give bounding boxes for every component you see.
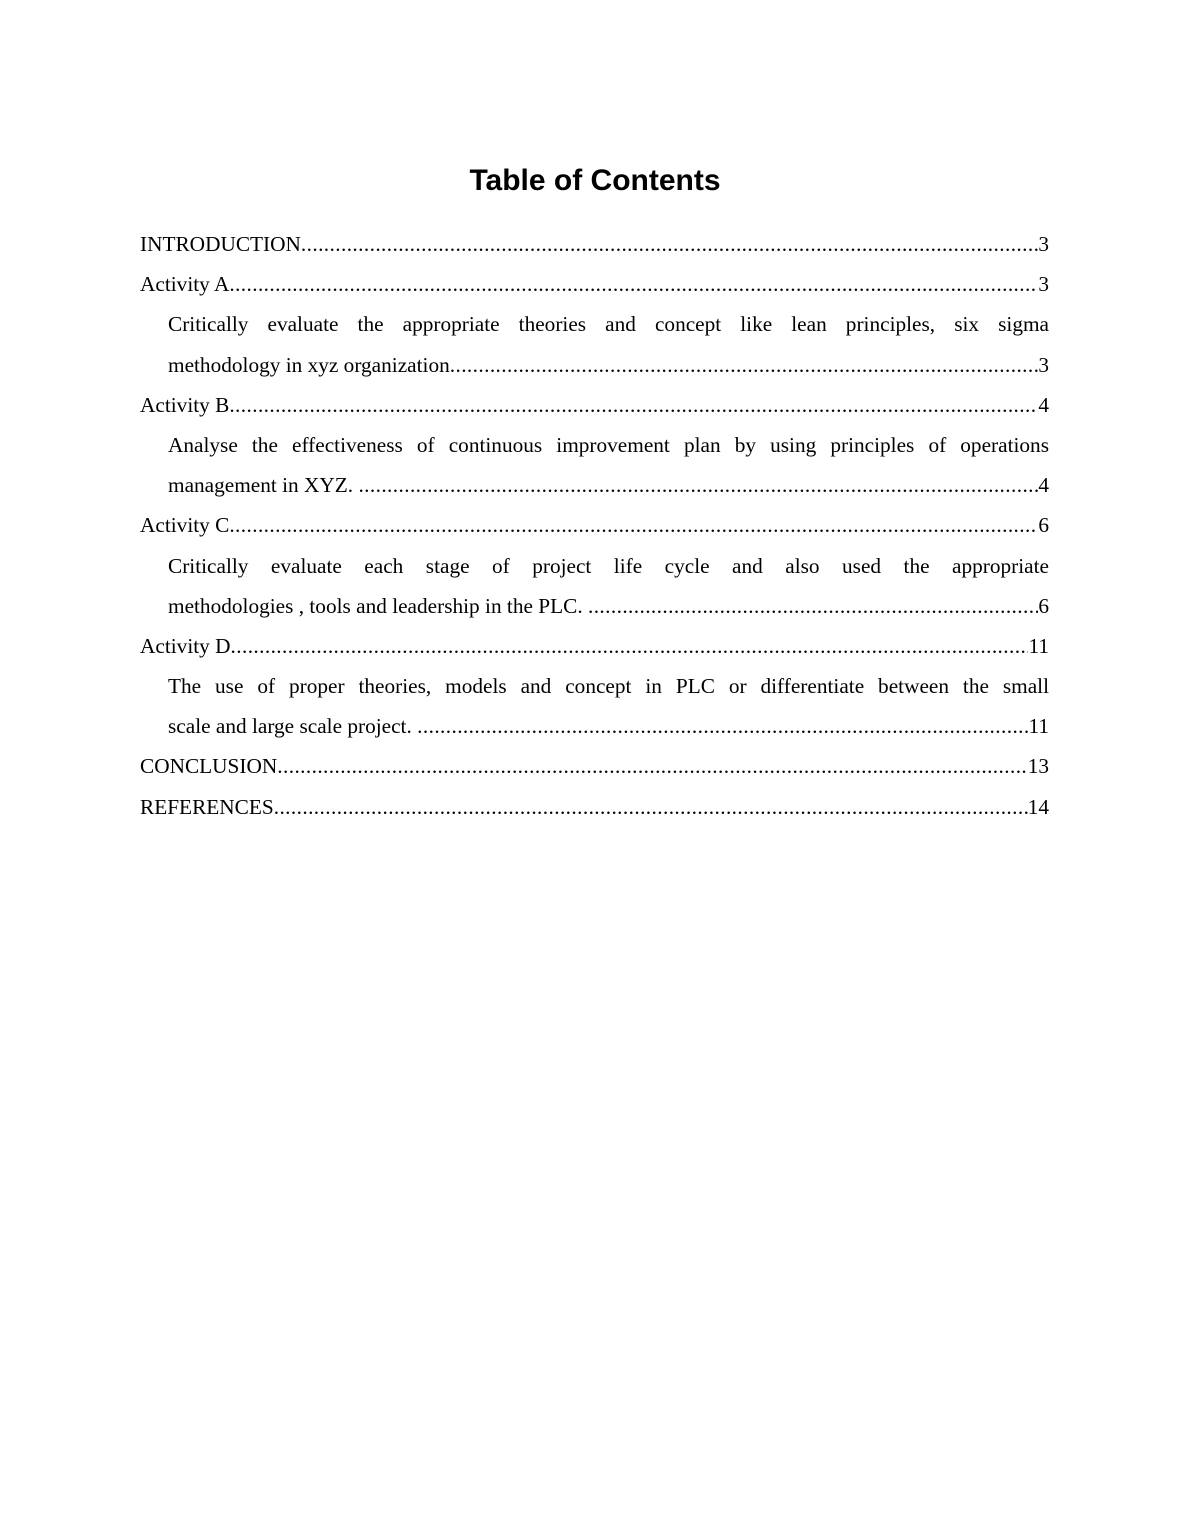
toc-leader-dots	[229, 505, 1038, 545]
toc-entry-references[interactable]	[140, 787, 1049, 827]
toc-entry-label-line2: scale and large scale project.	[168, 714, 418, 739]
toc-page-number: 4	[1038, 392, 1049, 417]
table-of-contents	[140, 224, 1049, 827]
toc-entry-label: Activity A	[140, 272, 230, 297]
toc-entry-activity-a[interactable]	[140, 264, 1049, 304]
toc-entry-label: CONCLUSION	[140, 754, 278, 779]
toc-entry-label-line2: methodology in xyz organization	[168, 352, 450, 377]
toc-leader-dots	[231, 626, 1029, 666]
toc-title: Table of Contents	[469, 164, 721, 197]
toc-page-number: 13	[1027, 754, 1049, 779]
toc-leader-dots	[274, 787, 1028, 827]
toc-leader-dots	[450, 345, 1039, 385]
toc-leader-dots	[229, 264, 1038, 304]
toc-leader-dots	[588, 586, 1038, 626]
toc-leader-dots	[358, 465, 1038, 505]
toc-entry-label: Activity D	[140, 633, 231, 658]
toc-entry-introduction[interactable]	[140, 224, 1049, 264]
toc-leader-dots	[229, 385, 1038, 425]
toc-entry-activity-b[interactable]	[140, 385, 1049, 425]
toc-subentry-lean-six-sigma[interactable]	[140, 304, 1049, 384]
toc-entry-label-line2: methodologies , tools and leadership in the PLC.	[168, 593, 588, 618]
toc-leader-dots	[277, 746, 1027, 786]
toc-page-number: 6	[1038, 513, 1049, 538]
toc-page-number: 4	[1038, 473, 1049, 498]
toc-subentry-continuous-improvement[interactable]	[140, 425, 1049, 505]
toc-page-number: 6	[1038, 593, 1049, 618]
toc-subentry-theories-models-plc[interactable]	[140, 666, 1049, 746]
toc-entry-label: Activity C	[140, 513, 230, 538]
toc-entry-label-line2: management in XYZ.	[168, 473, 359, 498]
toc-entry-activity-c[interactable]	[140, 505, 1049, 545]
toc-page-number: 3	[1038, 272, 1049, 297]
toc-page-number: 11	[1028, 714, 1049, 739]
toc-page-number: 3	[1038, 232, 1049, 256]
toc-leader-dots	[417, 706, 1028, 746]
toc-entry-label-line1: Analyse the effectiveness of continuous improvement plan by using principles of operations	[168, 432, 1049, 457]
toc-entry-activity-d[interactable]	[140, 626, 1049, 666]
toc-page-number: 3	[1038, 352, 1049, 377]
toc-leader-dots	[301, 224, 1038, 264]
toc-entry-label: Activity B	[140, 392, 230, 417]
toc-entry-label: INTRODUCTION	[140, 232, 301, 256]
toc-entry-conclusion[interactable]	[140, 746, 1049, 786]
toc-entry-label-line1: Critically evaluate each stage of project life cycle and also used the appropriate	[168, 553, 1049, 578]
toc-page-number: 11	[1028, 633, 1049, 658]
toc-subentry-project-life-cycle[interactable]	[140, 546, 1049, 626]
toc-page-number: 14	[1027, 794, 1049, 819]
toc-entry-label-line1: Critically evaluate the appropriate theories and concept like lean principles, six sigma	[168, 312, 1049, 337]
toc-entry-label: REFERENCES	[140, 794, 274, 819]
toc-entry-label-line1: The use of proper theories, models and concept in PLC or differentiate between the small	[168, 674, 1049, 699]
